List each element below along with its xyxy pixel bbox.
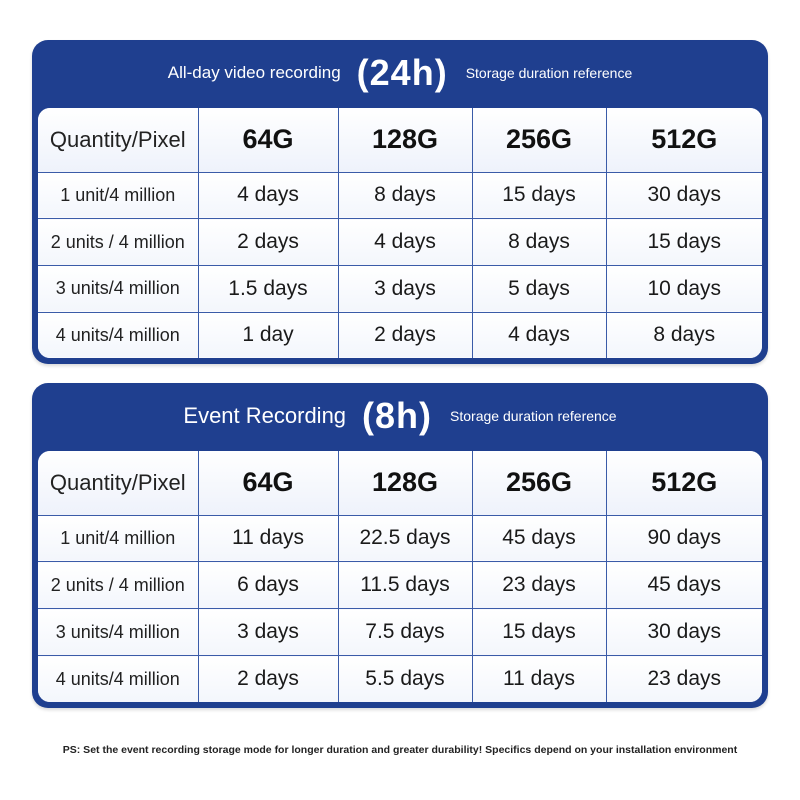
duration-cell: 1.5 days [198,265,338,312]
table-row [38,515,762,562]
event-subtitle: Storage duration reference [450,408,617,424]
duration-cell: 90 days [606,515,762,562]
event-header-label: Quantity/Pixel [38,451,198,515]
duration-cell: 7.5 days [338,609,472,656]
duration-cell: 4 days [198,172,338,219]
event-cap-64g: 64G [198,451,338,515]
row-label: 2 units / 4 million [38,219,198,266]
event-cap-128g: 128G [338,451,472,515]
allday-header [32,40,768,106]
row-label: 1 unit/4 million [38,515,198,562]
event-duration: (8h) [362,395,433,436]
event-cap-512g: 512G [606,451,762,515]
duration-cell: 2 days [198,219,338,266]
duration-cell: 45 days [606,562,762,609]
allday-title: All-day video recording [167,63,341,82]
duration-cell: 45 days [472,515,606,562]
duration-cell: 30 days [606,172,762,219]
duration-cell: 23 days [472,562,606,609]
row-label: 2 units / 4 million [38,562,198,609]
allday-cap-64g: 64G [198,108,338,172]
duration-cell: 30 days [606,609,762,656]
footer-note: PS: Set the event recording storage mode for longer duration and greater durability! Specifics depend on your installation environment [62,744,738,756]
duration-cell: 8 days [472,219,606,266]
duration-cell: 22.5 days [338,515,472,562]
table-row [38,656,762,702]
event-header [32,383,768,449]
duration-cell: 15 days [472,172,606,219]
duration-cell: 11 days [198,515,338,562]
duration-cell: 4 days [472,312,606,358]
duration-cell: 2 days [198,656,338,702]
row-label: 1 unit/4 million [38,172,198,219]
row-label: 3 units/4 million [38,609,198,656]
event-title: Event Recording [183,403,347,428]
allday-header-label: Quantity/Pixel [38,108,198,172]
duration-cell: 5 days [472,265,606,312]
duration-cell: 3 days [338,265,472,312]
table-row [38,312,762,358]
event-panel [32,383,768,708]
allday-cap-512g: 512G [606,108,762,172]
duration-cell: 23 days [606,656,762,702]
event-cap-256g: 256G [472,451,606,515]
allday-header-row [38,108,762,172]
event-table [38,451,762,702]
allday-panel [32,40,768,364]
row-label: 4 units/4 million [38,312,198,358]
duration-cell: 8 days [606,312,762,358]
table-row [38,609,762,656]
table-row [38,562,762,609]
duration-cell: 15 days [606,219,762,266]
duration-cell: 1 day [198,312,338,358]
allday-table [38,108,762,358]
duration-cell: 11 days [472,656,606,702]
table-row [38,219,762,266]
row-label: 4 units/4 million [38,656,198,702]
duration-cell: 2 days [338,312,472,358]
event-header-row [38,451,762,515]
duration-cell: 15 days [472,609,606,656]
allday-cap-256g: 256G [472,108,606,172]
allday-duration: (24h) [356,52,448,93]
table-row [38,265,762,312]
duration-cell: 8 days [338,172,472,219]
duration-cell: 4 days [338,219,472,266]
row-label: 3 units/4 million [38,265,198,312]
allday-cap-128g: 128G [338,108,472,172]
allday-subtitle: Storage duration reference [465,65,633,81]
duration-cell: 6 days [198,562,338,609]
duration-cell: 11.5 days [338,562,472,609]
duration-cell: 3 days [198,609,338,656]
duration-cell: 5.5 days [338,656,472,702]
duration-cell: 10 days [606,265,762,312]
table-row [38,172,762,219]
